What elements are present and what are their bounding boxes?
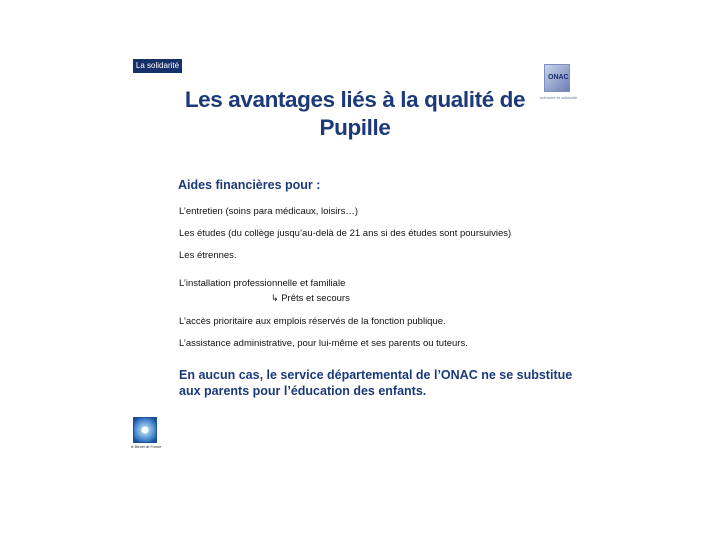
bleuet-logo-caption: le Bleuet de France [131,445,162,449]
aid-item-upkeep: L’entretien (soins para médicaux, loisirs…) [179,206,358,217]
financial-aid-heading: Aides financières pour : [178,178,321,192]
aid-sub-item-label: Prêts et secours [281,293,350,304]
bleuet-flower-icon [133,417,157,443]
section-tag: La solidarité [133,59,182,73]
aid-item-assistance: L’assistance administrative, pour lui-même et ses parents ou tuteurs. [179,338,468,349]
slide-title-line-2: Pupille [319,115,391,140]
aid-item-gifts: Les étrennes. [179,250,237,261]
closing-note [179,367,579,399]
aid-item-studies: Les études (du collège jusqu’au-delà de 21 ans si des études sont poursuivies) [179,228,512,239]
closing-note-line-1: En aucun cas, le service départemental de l’ONAC ne se substitue [179,368,573,382]
aid-sub-item-loans [271,293,350,304]
slide-title-line-1: Les avantages liés à la qualité de [184,87,526,112]
sub-arrow-icon: ↳ [271,294,279,304]
aid-item-employment: L’accès prioritaire aux emplois réservés de la fonction publique. [179,316,446,327]
aid-item-installation: L’installation professionnelle et familiale [179,278,346,289]
closing-note-line-2: aux parents pour l’éducation des enfants. [179,384,427,398]
onac-logo-mark: ONAC [548,74,569,81]
onac-logo-caption: mémoire et solidarité [540,95,578,100]
bleuet-logo [131,417,161,451]
slide-title [140,86,570,142]
